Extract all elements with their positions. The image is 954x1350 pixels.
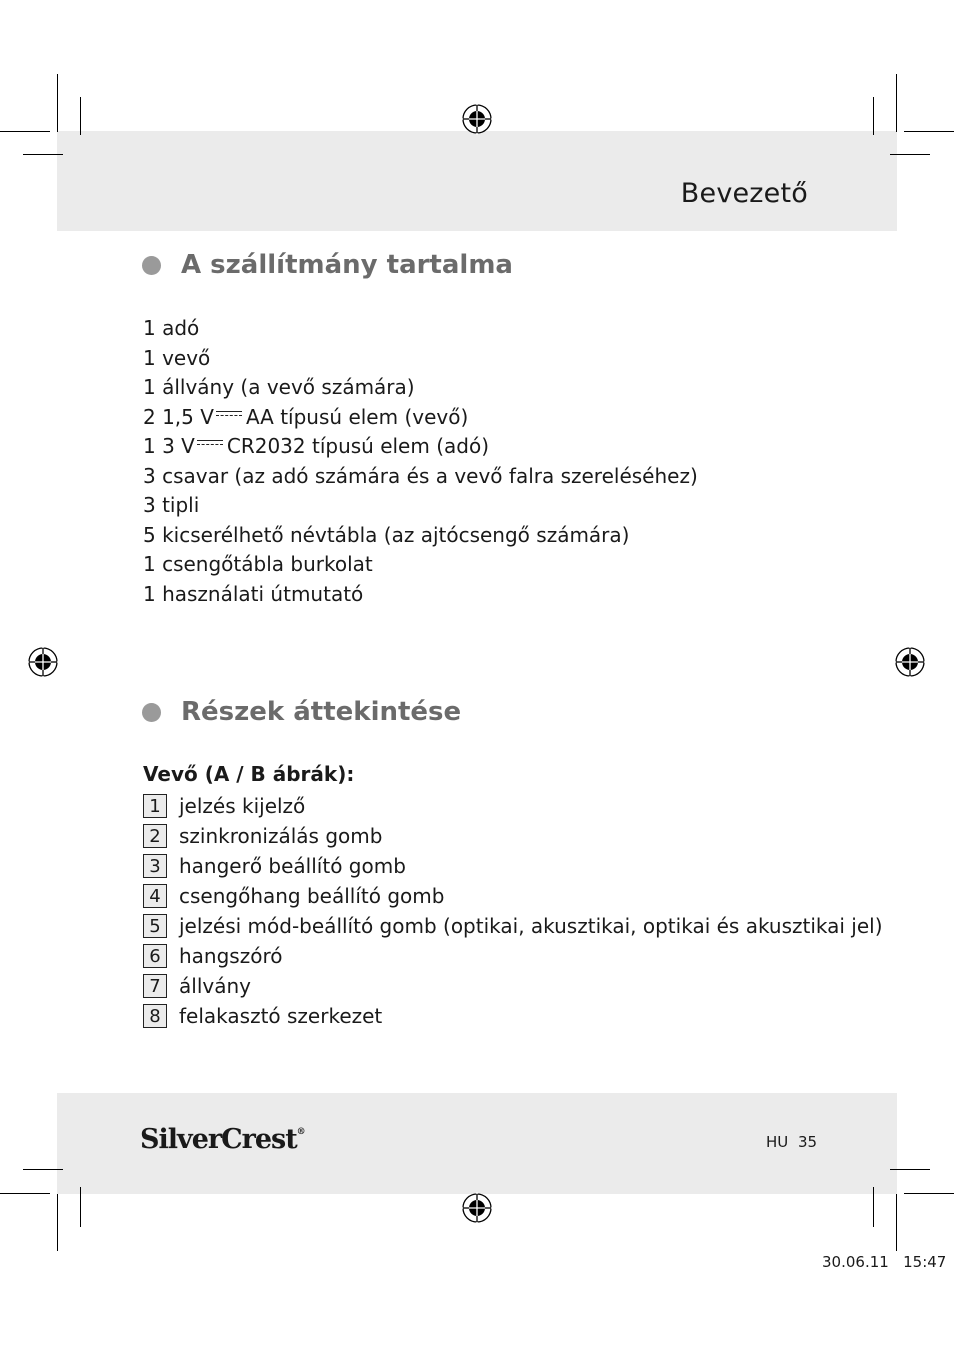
crop-mark	[873, 97, 874, 135]
crop-mark	[904, 1193, 954, 1194]
page-title: Bevezető	[680, 178, 808, 209]
list-item: 1 adó	[143, 316, 200, 340]
list-item: 1 vevő	[143, 345, 211, 370]
registration-mark-icon	[461, 103, 493, 135]
registered-mark: ®	[296, 1127, 306, 1137]
crop-mark	[80, 97, 81, 135]
part-label: állvány	[179, 974, 251, 998]
list-item: 3 csavar (az adó számára és a vevő falra szereléséhez)	[143, 463, 698, 488]
part-item	[143, 821, 883, 851]
print-date: 30.06.11 15:47	[822, 1253, 947, 1271]
part-item	[143, 911, 883, 941]
bullet-icon	[142, 256, 161, 275]
part-label: csengőhang beállító gomb	[179, 884, 445, 908]
list-item-text: CR2032 típusú elem (adó)	[226, 434, 489, 458]
list-item: 1 használati útmutató	[143, 581, 364, 606]
part-label: felakasztó szerkezet	[179, 1004, 383, 1028]
list-item-text: 2 1,5 V	[143, 404, 214, 429]
crop-mark	[0, 131, 50, 132]
crop-mark	[873, 1187, 874, 1227]
section-heading-text: Részek áttekintése	[181, 697, 462, 727]
crop-mark	[23, 154, 63, 155]
part-number: 5	[143, 914, 167, 938]
language-code: HU	[766, 1133, 789, 1151]
list-item: 3 tipli	[143, 493, 200, 517]
list-item: 1 csengőtábla burkolat	[143, 552, 373, 576]
section-heading-text: A szállítmány tartalma	[181, 250, 513, 280]
part-number: 6	[143, 944, 167, 968]
list-item: 5 kicserélhető névtábla (az ajtócsengő számára)	[143, 522, 630, 547]
part-label: jelzési mód-beállító gomb (optikai, akusztikai, optikai és akusztikai jel)	[179, 914, 883, 938]
part-number: 1	[143, 794, 167, 818]
part-number: 8	[143, 1004, 167, 1028]
part-label: szinkronizálás gomb	[179, 824, 383, 848]
brand-text: SilverCrest	[140, 1124, 297, 1155]
dc-voltage-icon	[216, 411, 242, 421]
part-item	[143, 851, 883, 881]
part-item	[143, 1001, 883, 1031]
part-number: 7	[143, 974, 167, 998]
page-number: 35	[798, 1133, 818, 1151]
crop-mark	[896, 74, 897, 132]
list-item	[143, 403, 698, 433]
part-number: 2	[143, 824, 167, 848]
dc-voltage-icon	[197, 440, 223, 450]
section-heading-parts	[142, 697, 461, 727]
section-heading-contents	[142, 250, 513, 280]
registration-mark-icon	[894, 646, 926, 678]
crop-mark	[57, 1194, 58, 1251]
crop-mark	[904, 131, 954, 132]
registration-mark-icon	[461, 1192, 493, 1224]
crop-mark	[80, 1187, 81, 1227]
crop-mark	[890, 154, 930, 155]
part-label: jelzés kijelző	[179, 794, 306, 818]
crop-mark	[0, 1193, 50, 1194]
part-number: 3	[143, 854, 167, 878]
part-label: hangszóró	[179, 944, 283, 968]
crop-mark	[23, 1169, 63, 1170]
part-label: hangerő beállító gomb	[179, 854, 406, 878]
list-item-text: AA típusú elem (vevő)	[245, 404, 469, 429]
part-number: 4	[143, 884, 167, 908]
list-item: 1 állvány (a vevő számára)	[143, 375, 415, 399]
parts-list	[143, 791, 883, 1031]
registration-mark-icon	[27, 646, 59, 678]
list-item	[143, 432, 698, 462]
part-item	[143, 941, 883, 971]
parts-subheading: Vevő (A / B ábrák):	[143, 762, 355, 786]
bullet-icon	[142, 703, 161, 722]
part-item	[143, 791, 883, 821]
brand-logo	[140, 1124, 306, 1155]
list-item-text: 1 3 V	[143, 434, 195, 458]
part-item	[143, 881, 883, 911]
crop-mark	[890, 1169, 930, 1170]
part-item	[143, 971, 883, 1001]
crop-mark	[896, 1194, 897, 1251]
contents-list	[143, 314, 698, 609]
crop-mark	[57, 74, 58, 132]
